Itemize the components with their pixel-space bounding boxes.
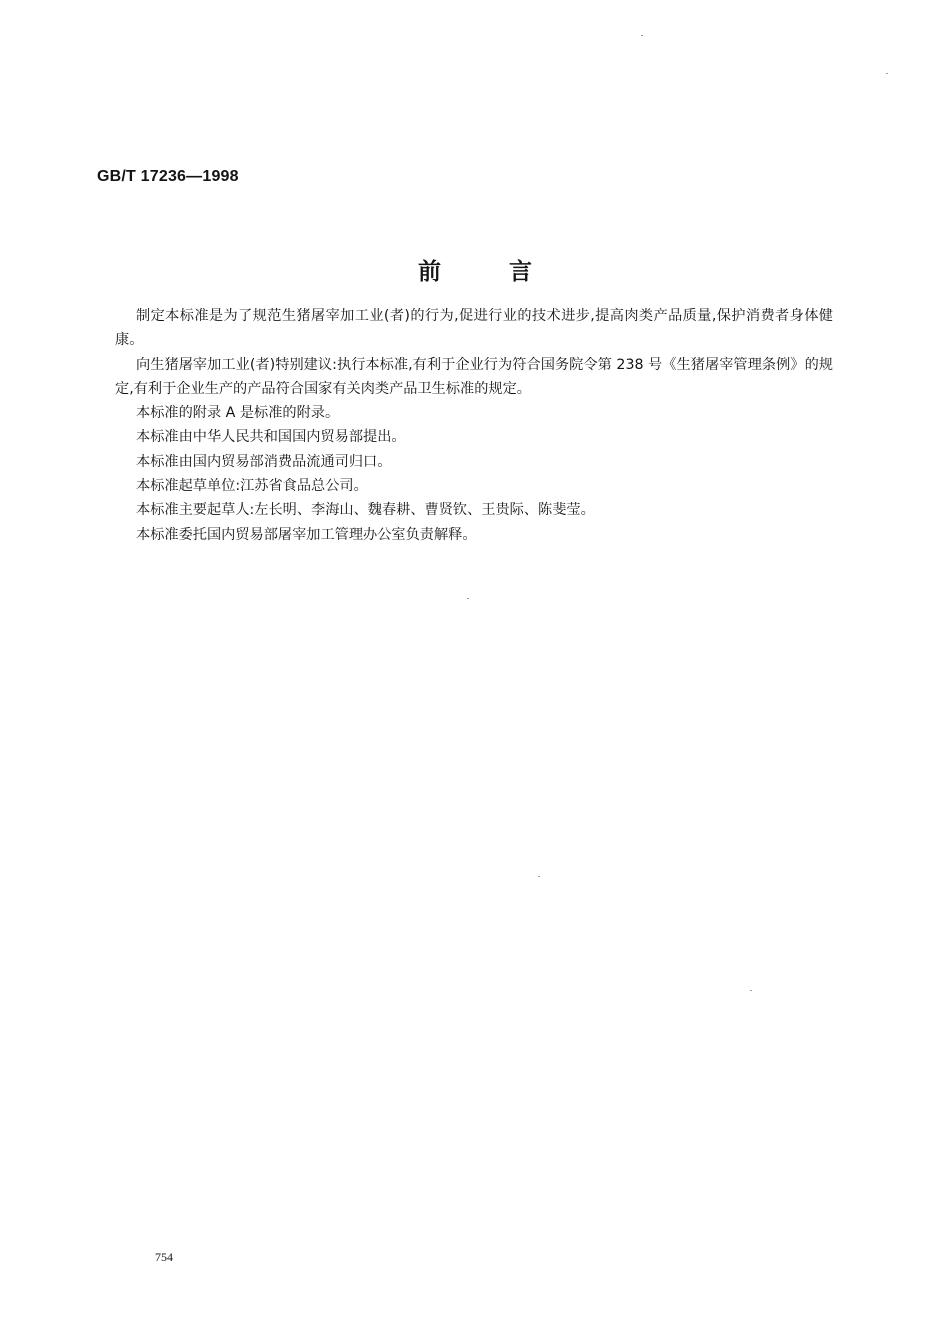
scan-speck (641, 35, 643, 36)
page-number: 754 (155, 1250, 173, 1264)
scan-speck (538, 876, 540, 877)
foreword-paragraph: 向生猪屠宰加工业(者)特别建议:执行本标准,有利于企业行为符合国务院令第 238 号《生猪屠宰管理条例》的规定,有利于企业生产的产品符合国家有关肉类产品卫生标准的规定。 (115, 356, 833, 397)
foreword-paragraph: 本标准由国内贸易部消费品流通司归口。 (136, 453, 392, 470)
scan-speck (886, 73, 888, 74)
foreword-paragraph: 本标准委托国内贸易部屠宰加工管理办公室负责解释。 (136, 526, 477, 543)
foreword-paragraph: 本标准起草单位:江苏省食品总公司。 (136, 478, 368, 495)
scan-speck (750, 990, 752, 991)
foreword-paragraph: 制定本标准是为了规范生猪屠宰加工业(者)的行为,促进行业的技术进步,提高肉类产品质量,保护消费者身体健康。 (115, 308, 833, 349)
foreword-paragraph: 本标准由中华人民共和国国内贸易部提出。 (136, 429, 406, 446)
foreword-body (115, 304, 833, 547)
foreword-paragraph: 本标准主要起草人:左长明、李海山、魏春耕、曹贤钦、王贵际、陈斐莹。 (136, 502, 595, 519)
scan-speck (467, 598, 469, 599)
standard-code: GB/T 17236—1998 (97, 168, 239, 185)
page-title: 前言 (418, 259, 600, 285)
foreword-paragraph: 本标准的附录 A 是标准的附录。 (136, 405, 340, 422)
